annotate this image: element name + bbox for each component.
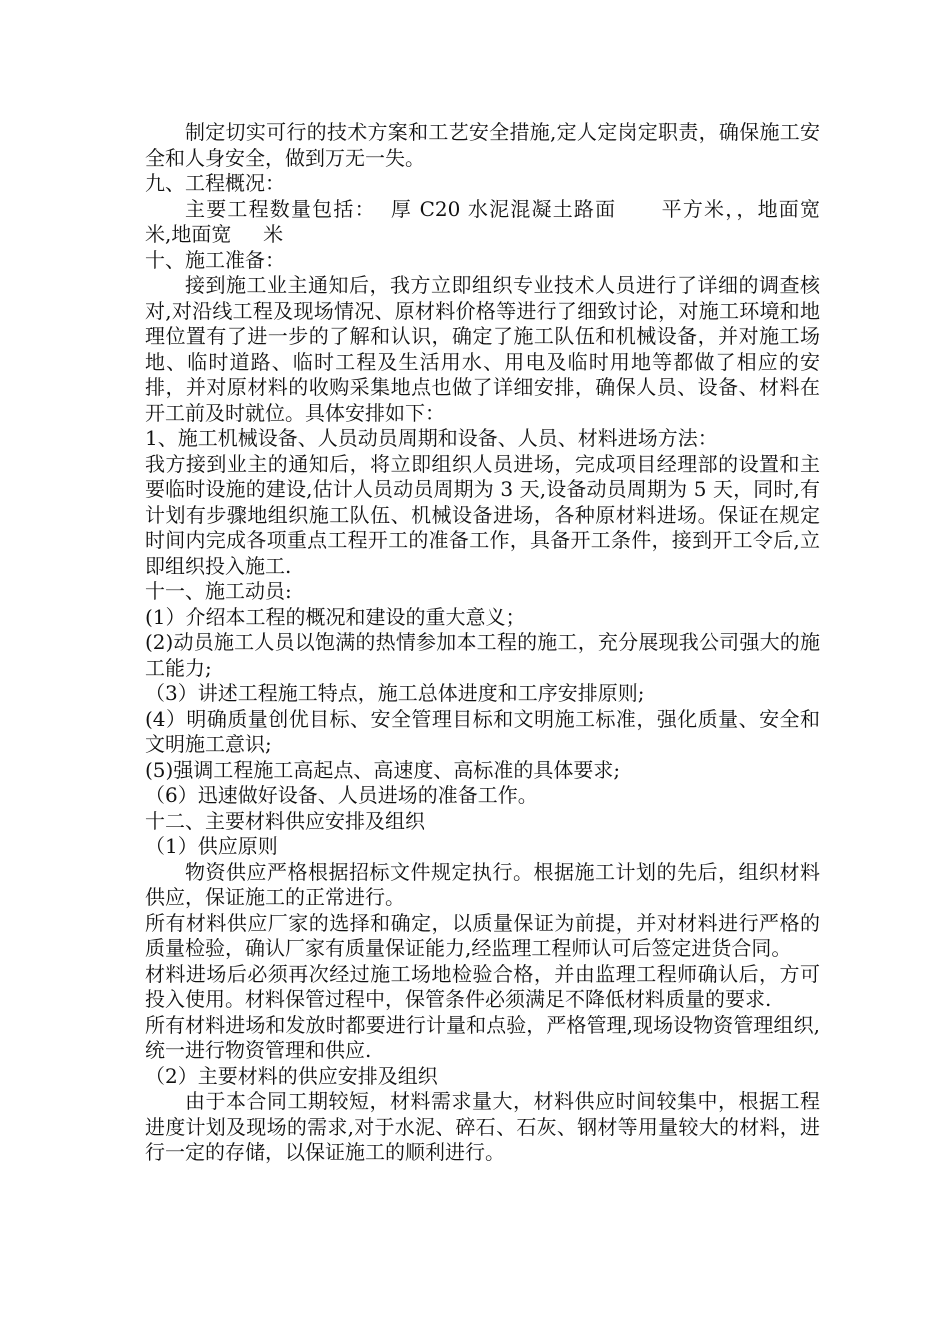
- paragraph: 主要工程数量包括： 厚 C20 水泥混凝土路面 平方米，，地面宽 米,地面宽 米: [145, 196, 846, 246]
- paragraph: 所有材料进场和发放时都要进行计量和点验，严格管理,现场设物资管理组织,统一进行物资管理和供应.: [145, 1012, 820, 1062]
- list-item: （3）讲述工程施工特点，施工总体进度和工序安排原则;: [145, 681, 645, 705]
- list-item: (4）明确质量创优目标、安全管理目标和文明施工标准，强化质量、安全和文明施工意识;: [145, 706, 820, 756]
- section-heading: 十一、施工动员:: [145, 579, 292, 603]
- paragraph: 接到施工业主通知后，我方立即组织专业技术人员进行了详细的调查核对,对沿线工程及现场情况、原材料价格等进行了细致讨论，对施工环境和地理位置有了进一步的了解和认识，确定了施工队伍和机械设备，并对施工场地、临时道路、临时工程及生活用水、用电及临时用地等都做了相应的安排，并对原材料的收购采集地点也做了详细安排，确保人员、设备、材料在开工前及时就位。具体安排如下：: [145, 273, 820, 425]
- document-page: [145, 120, 846, 1166]
- subsection-heading: （2）主要材料的供应安排及组织: [145, 1063, 438, 1088]
- section-heading: 十、施工准备：: [145, 247, 285, 272]
- list-item: (5)强调工程施工高起点、高速度、高标准的具体要求;: [145, 757, 621, 782]
- paragraph: 我方接到业主的通知后，将立即组织人员进场，完成项目经理部的设置和主要临时设施的建设,估计人员动员周期为 3 天,设备动员周期为 5 天，同时,有计划有步骤地组织施工队伍、机械设备进场，各种原材料进场。保证在规定时间内完成各项重点工程开工的准备工作，具备开工条件，接到开工令后,立即组织投入施工.: [145, 451, 820, 578]
- paragraph: 由于本合同工期较短，材料需求量大，材料供应时间较集中，根据工程进度计划及现场的需求,对于水泥、碎石、石灰、钢材等用量较大的材料，进行一定的存储，以保证施工的顺利进行。: [145, 1089, 820, 1164]
- paragraph: 物资供应严格根据招标文件规定执行。根据施工计划的先后，组织材料供应，保证施工的正常进行。: [145, 859, 820, 909]
- subsection-heading: （1）供应原则: [145, 834, 278, 858]
- section-heading: 九、工程概况：: [145, 171, 285, 195]
- subsection-heading: 1、施工机械设备、人员动员周期和设备、人员、材料进场方法：: [145, 426, 718, 450]
- list-item: （6）迅速做好设备、人员进场的准备工作。: [145, 783, 538, 807]
- list-item: (2)动员施工人员以饱满的热情参加本工程的施工，充分展现我公司强大的施工能力;: [145, 630, 820, 680]
- list-item: (1）介绍本工程的概况和建设的重大意义；: [145, 604, 526, 629]
- paragraph: 所有材料供应厂家的选择和确定，以质量保证为前提，并对材料进行严格的质量检验，确认厂家有质量保证能力,经监理工程师认可后签定进货合同。: [145, 910, 820, 960]
- paragraph: 制定切实可行的技术方案和工艺安全措施,定人定岗定职责，确保施工安全和人身安全，做到万无一失。: [145, 120, 820, 170]
- paragraph: 材料进场后必须再次经过施工场地检验合格，并由监理工程师确认后，方可投入使用。材料保管过程中，保管条件必须满足不降低材料质量的要求.: [145, 961, 820, 1011]
- section-heading: 十二、主要材料供应安排及组织: [145, 808, 425, 833]
